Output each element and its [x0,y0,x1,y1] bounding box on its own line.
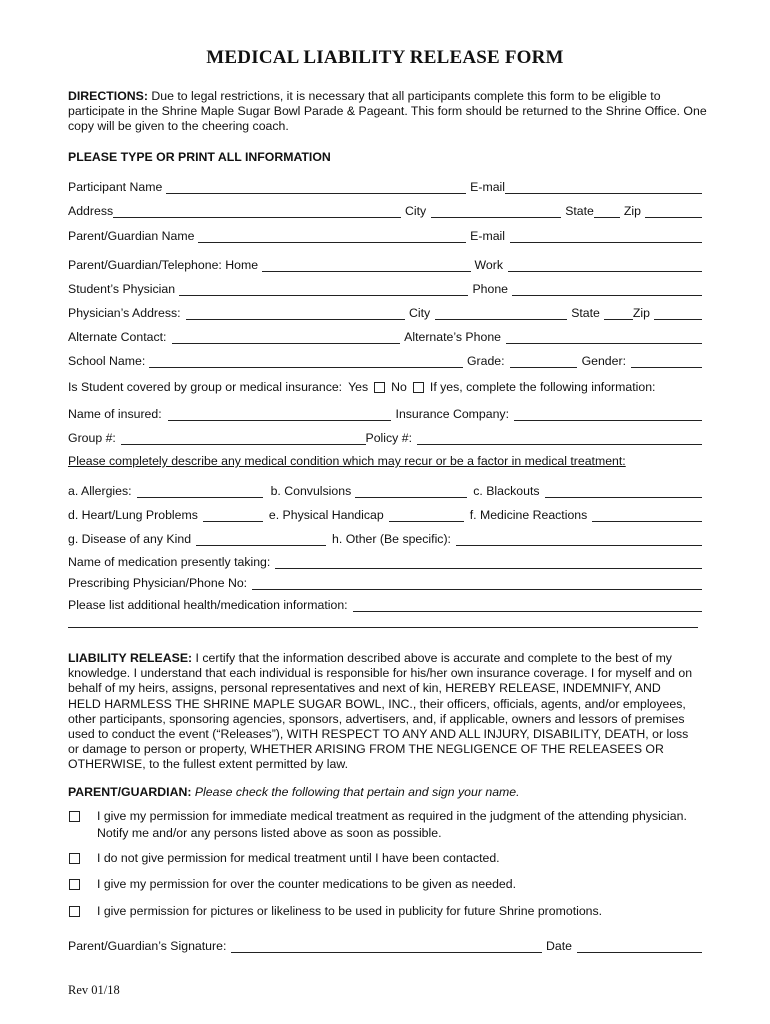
disease-field[interactable] [196,532,326,546]
checkbox-row-no-treatment [68,850,708,867]
state-field[interactable] [594,204,620,218]
liability-label: LIABILITY RELEASE: [68,651,193,665]
signature-label: Parent/Guardian’s Signature: [68,939,227,953]
directions-paragraph [68,89,708,135]
grade-field[interactable] [510,354,577,368]
guardian-name-field[interactable] [198,229,466,243]
school-name-field[interactable] [149,354,463,368]
physical-handicap-field[interactable] [389,508,464,522]
medication-field[interactable] [275,555,702,569]
guardian-instruction: Please check the following that pertain and sign your name. [191,785,520,799]
guardian-label: PARENT/GUARDIAN: [68,785,192,799]
row-group-policy [68,427,702,445]
participant-name-field[interactable] [166,180,466,194]
row-insured [68,403,702,421]
address-label: Address [68,204,114,218]
condition-heading: Please completely describe any medical condition which may recur or be a factor in medical treatment: [68,454,626,468]
additional-info-line-2[interactable] [68,627,698,628]
row-guardian-phone [68,254,702,272]
row-insurance-question [68,376,702,394]
no-treatment-checkbox[interactable] [69,853,80,864]
liability-text: I certify that the information described above is accurate and complete to the best of my knowledge. I understand that each individual is responsible for his/her own insurance coverage. I for myself and on behalf of my heirs, assigns, personal representatives and next of kin, HEREBY RELEASE, INDEMNIFY, AND HELD HARMLESS THE SHRINE MAPLE SUGAR BOWL, INC., their officers, officials, agents, and/or employees, other participants, sponsoring agencies, sponsors, advertisers, and, if applicable, owners and lessors of premises used to conduct the event (“Releases”), WITH RESPECT TO ANY AND ALL INJURY, DISABILITY, DEATH, or loss or damage to person or property, WHETHER ARISING FROM THE NEGLIGENCE OF THE RELEASEES OR OTHERWISE, to the fullest extent permitted by law. [68,651,693,772]
group-label: Group #: [68,431,116,445]
medication-label: Name of medication presently taking: [68,555,271,569]
physician-state-label: State [571,306,600,320]
physician-state-field[interactable] [604,306,633,320]
physician-address-field[interactable] [186,306,405,320]
row-prescribing [68,572,702,590]
publicity-text: I give permission for pictures or likeliness to be used in publicity for future Shrine promotions. [97,904,603,918]
physician-phone-field[interactable] [512,282,702,296]
other-label: h. Other (Be specific): [332,532,451,546]
blackouts-label: c. Blackouts [473,484,540,498]
other-field[interactable] [456,532,702,546]
zip-field[interactable] [645,204,702,218]
yes-label: Yes [348,380,369,394]
otc-medications-text: I give my permission for over the counter medications to be given as needed. [97,877,517,891]
physician-label: Student’s Physician [68,282,176,296]
participant-name-label: Participant Name [68,180,163,194]
heart-lung-field[interactable] [203,508,263,522]
insurance-company-field[interactable] [514,407,702,421]
work-phone-label: Work [474,258,503,272]
prescribing-field[interactable] [252,576,702,590]
date-label: Date [546,939,572,953]
home-phone-field[interactable] [262,258,470,272]
row-conditions-gh [68,528,702,546]
publicity-checkbox[interactable] [69,906,80,917]
checkbox-row-publicity [68,903,708,920]
directions-text: Due to legal restrictions, it is necessary that all participants complete this form to be eligible to participate in the Shrine Maple Sugar Bowl Parade & Pageant. This form should be returned to the Shrine Office. One copy will be given to the cheering coach. [68,89,707,134]
convulsions-field[interactable] [355,484,467,498]
row-conditions-abc [68,480,702,498]
allergies-label: a. Allergies: [68,484,132,498]
insurance-question-label: Is Student covered by group or medical insurance: [68,380,343,394]
school-name-label: School Name: [68,354,146,368]
yes-checkbox[interactable] [374,382,385,393]
no-label: No [391,380,407,394]
row-conditions-def [68,504,702,522]
row-signature [68,935,702,953]
checkbox-row-otc [68,876,708,893]
guardian-email-field[interactable] [510,229,702,243]
heart-lung-label: d. Heart/Lung Problems [68,508,198,522]
physician-zip-label: Zip [632,306,650,320]
physician-city-field[interactable] [435,306,567,320]
liability-paragraph [68,651,696,773]
treatment-permission-checkbox[interactable] [69,811,80,822]
disease-label: g. Disease of any Kind [68,532,192,546]
row-alternate [68,326,702,344]
physician-city-label: City [409,306,431,320]
row-additional [68,594,702,612]
guardian-email-label: E-mail [470,229,505,243]
guardian-name-label: Parent/Guardian Name [68,229,195,243]
otc-medications-checkbox[interactable] [69,879,80,890]
policy-field[interactable] [417,431,702,445]
checkbox-row-treatment [68,808,708,841]
physician-field[interactable] [179,282,468,296]
state-label: State [565,204,594,218]
form-title: MEDICAL LIABILITY RELEASE FORM [206,47,564,68]
medicine-reactions-label: f. Medicine Reactions [469,508,588,522]
physician-address-label: Physician’s Address: [68,306,181,320]
gender-field[interactable] [631,354,702,368]
alternate-contact-label: Alternate Contact: [68,330,167,344]
additional-info-label: Please list additional health/medication information: [68,598,348,612]
blackouts-field[interactable] [545,484,702,498]
row-school [68,350,702,368]
medicine-reactions-field[interactable] [592,508,702,522]
city-field[interactable] [431,204,561,218]
home-phone-label: Parent/Guardian/Telephone: Home [68,258,259,272]
email-field[interactable] [505,180,702,194]
row-physician [68,278,702,296]
email-label: E-mail [470,180,505,194]
zip-label: Zip [623,204,641,218]
no-treatment-text: I do not give permission for medical treatment until I have been contacted. [97,851,500,865]
if-yes-label: If yes, complete the following information: [429,380,656,394]
additional-info-field[interactable] [353,598,702,612]
date-field[interactable] [577,939,702,953]
physical-handicap-label: e. Physical Handicap [268,508,384,522]
name-of-insured-field[interactable] [168,407,391,421]
prescribing-label: Prescribing Physician/Phone No: [68,576,248,590]
allergies-field[interactable] [137,484,263,498]
alternate-phone-field[interactable] [506,330,702,344]
revision-footer: Rev 01/18 [68,983,120,997]
row-participant [68,176,702,194]
gender-label: Gender: [581,354,626,368]
row-physician-address [68,302,702,320]
print-notice: PLEASE TYPE OR PRINT ALL INFORMATION [68,150,331,164]
alternate-contact-field[interactable] [172,330,400,344]
physician-phone-label: Phone [472,282,508,296]
row-address [68,200,702,218]
guardian-heading [68,785,708,800]
signature-field[interactable] [231,939,542,953]
grade-label: Grade: [466,354,505,368]
alternate-phone-label: Alternate’s Phone [404,330,501,344]
no-checkbox[interactable] [413,382,424,393]
policy-label: Policy #: [365,431,412,445]
convulsions-label: b. Convulsions [270,484,352,498]
group-field[interactable] [121,431,366,445]
row-guardian-name [68,225,702,243]
treatment-permission-text: I give my permission for immediate medical treatment as required in the judgment of the attending physician. Notify me and/or any persons listed above as soon as possible. [97,809,687,840]
row-medication [68,551,702,569]
physician-zip-field[interactable] [654,306,702,320]
directions-label: DIRECTIONS: [68,89,148,103]
work-phone-field[interactable] [508,258,702,272]
address-field[interactable] [113,204,401,218]
city-label: City [405,204,427,218]
name-of-insured-label: Name of insured: [68,407,162,421]
insurance-company-label: Insurance Company: [395,407,509,421]
